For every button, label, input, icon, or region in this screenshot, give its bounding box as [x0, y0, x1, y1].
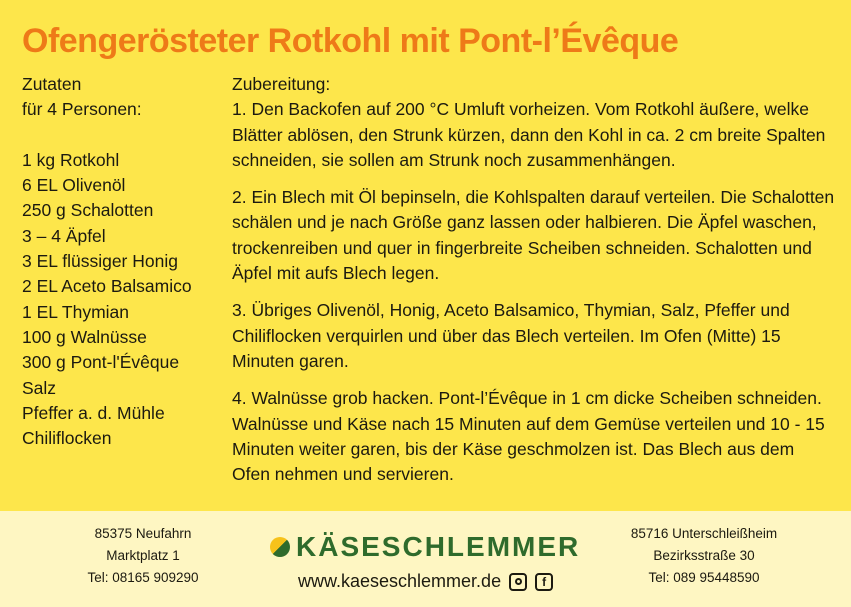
- ingredient-item: 1 kg Rotkohl: [22, 149, 120, 170]
- ingredients-heading: Zutaten: [22, 74, 82, 94]
- preparation-heading: Zubereitung:: [232, 74, 331, 94]
- ingredient-item: 6 EL Olivenöl: [22, 175, 126, 196]
- preparation-step-2: 2. Ein Blech mit Öl bepinseln, die Kohlspalten darauf verteilen. Die Schalotten schälen und je nach Größe ganz lassen oder halbieren. Die Äpfel waschen, trockenreiben und quer in fingerbreite Scheiben schneiden. Schalotten und Äpfel mit aufs Blech legen.: [232, 187, 835, 284]
- ingredient-item: 3 – 4 Äpfel: [22, 225, 106, 246]
- brand-logo: [270, 531, 580, 563]
- recipe-title: Ofengerösteter Rotkohl mit Pont-l’Évêque: [22, 22, 679, 60]
- spacer: [22, 123, 232, 148]
- ingredient-item: Pfeffer a. d. Mühle: [22, 402, 165, 423]
- preparation-step-3: 3. Übriges Olivenöl, Honig, Aceto Balsamico, Thymian, Salz, Pfeffer und Chiliflocken verquirlen und über das Blech verteilen. Im Ofen (Mitte) 15 Minuten garen.: [232, 300, 790, 371]
- ingredient-item: Salz: [22, 377, 57, 398]
- footer: [0, 511, 851, 607]
- ingredient-item: 1 EL Thymian: [22, 301, 129, 322]
- preparation-step-4: 4. Walnüsse grob hacken. Pont-l’Évêque in 1 cm dicke Scheiben schneiden. Walnüsse und Käse nach 15 Minuten auf dem Gemüse verteilen und 10 - 15 Minuten weiter garen, bis der Käse geschmolzen ist. Das Blech aus dem Ofen nehmen und servieren.: [232, 388, 825, 485]
- facebook-icon[interactable]: f: [535, 573, 553, 591]
- web-row: [298, 571, 553, 592]
- preparation-step-1: 1. Den Backofen auf 200 °C Umluft vorheizen. Vom Rotkohl äußere, welke Blätter ablösen, den Strunk kürzen, dann den Kohl in ca. 2 cm breite Spalten schneiden, sie sollen am Strunk noch zusammenhängen.: [232, 99, 826, 170]
- ingredient-item: 250 g Schalotten: [22, 200, 154, 221]
- ingredient-item: 2 EL Aceto Balsamico: [22, 276, 192, 297]
- ingredient-item: Chiliflocken: [22, 428, 112, 449]
- ingredients-column: [22, 72, 232, 451]
- store-city: 85716 Unterschleißheim: [630, 526, 778, 541]
- ingredient-item: 100 g Walnüsse: [22, 326, 147, 347]
- store-city: 85375 Neufahrn: [94, 526, 192, 541]
- store-phone: Tel: 089 95448590: [648, 570, 760, 585]
- ingredient-item: 300 g Pont-l'Évêque: [22, 352, 180, 373]
- store-street: Marktplatz 1: [106, 548, 180, 563]
- store-phone: Tel: 08165 909290: [87, 570, 199, 585]
- servings-label: für 4 Personen:: [22, 99, 142, 120]
- store-address-neufahrn: [58, 523, 228, 589]
- instagram-icon[interactable]: [509, 573, 527, 591]
- preparation-column: [232, 72, 837, 487]
- brand-name: KÄSESCHLEMMER: [296, 531, 581, 562]
- store-street: Bezirksstraße 30: [653, 548, 755, 563]
- ingredient-item: 3 EL flüssiger Honig: [22, 251, 178, 272]
- website-link[interactable]: www.kaeseschlemmer.de: [298, 571, 502, 591]
- store-address-unterschleissheim: [604, 523, 804, 589]
- cheese-logo-icon: [270, 537, 290, 557]
